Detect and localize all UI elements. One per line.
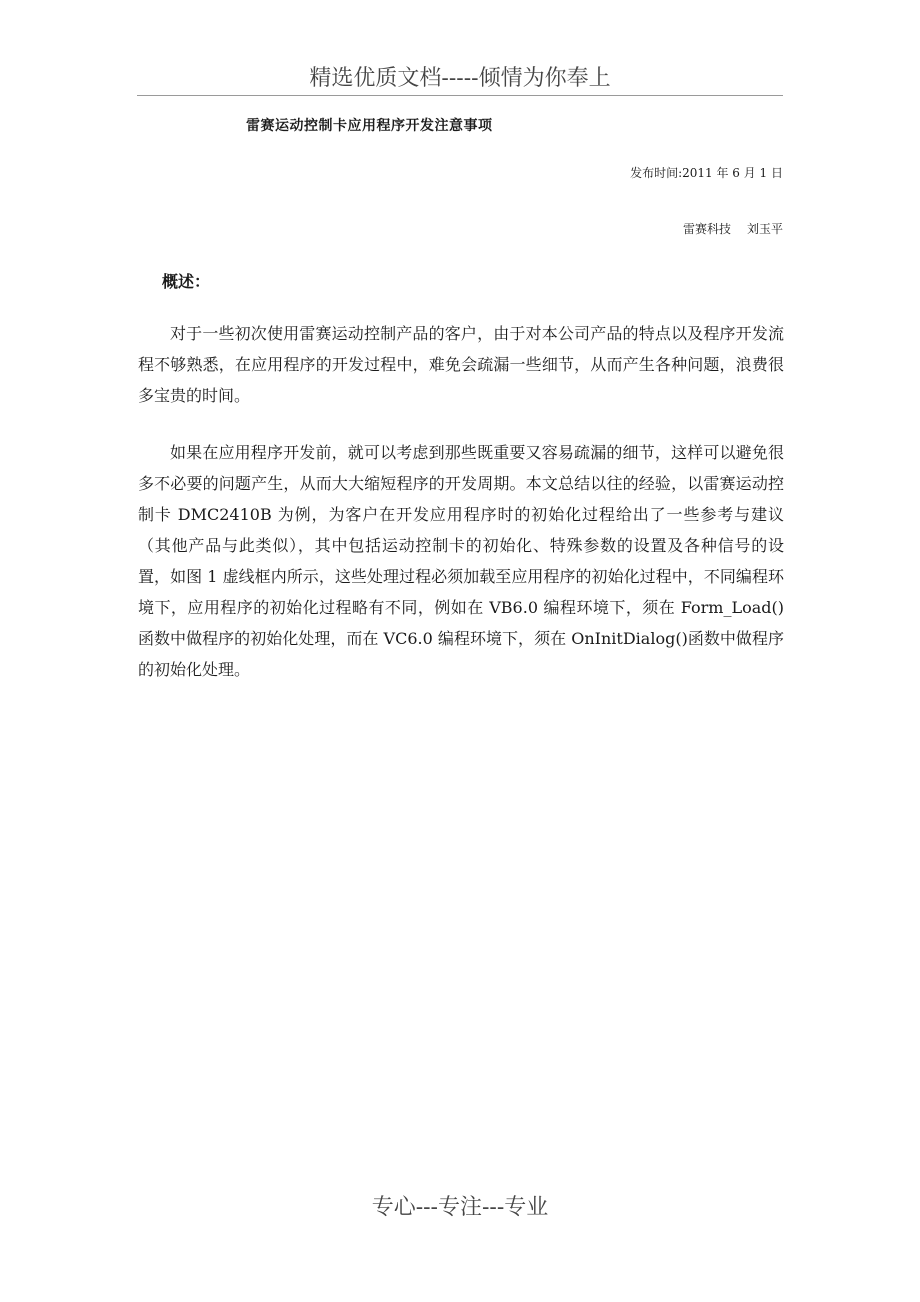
paragraph-1: 对于一些初次使用雷赛运动控制产品的客户，由于对本公司产品的特点以及程序开发流程不够熟悉，在应用程序的开发过程中，难免会疏漏一些细节，从而产生各种问题，浪费很多宝贵的时间。: [138, 324, 784, 405]
page-footer-text: 专心---专注---专业: [371, 1195, 549, 1220]
header-divider: [137, 95, 783, 96]
section-heading-overview: 概述：: [162, 272, 211, 291]
company-name: 雷赛科技: [682, 222, 731, 236]
page-header-title: 精选优质文档-----倾情为你奉上: [309, 66, 611, 91]
author-line: [683, 220, 783, 238]
document-title: 雷赛运动控制卡应用程序开发注意事项: [246, 118, 493, 134]
author-name: 刘玉平: [746, 222, 783, 236]
paragraph-2: 如果在应用程序开发前，就可以考虑到那些既重要又容易疏漏的细节，这样可以避免很多不必要的问题产生，从而大大缩短程序的开发周期。本文总结以往的经验，以雷赛运动控制卡 DMC2410B 为例，为客户在开发应用程序时的初始化过程给出了一些参考与建议（其他产品与此类似），其中包括运动控制卡的初始化、特殊参数的设置及各种信号的设置，如图 1 虚线框内所示，这些处理过程必须加载至应用程序的初始化过程中，不同编程环境下，应用程序的初始化过程略有不同，例如在 VB6.0 编程环境下，须在 Form_Load()函数中做程序的初始化处理，而在 VC6.0 编程环境下，须在 OnInitDialog()函数中做程序的初始化处理。: [138, 443, 784, 679]
publish-date: 发布时间:2011 年 6 月 1 日: [630, 166, 783, 180]
